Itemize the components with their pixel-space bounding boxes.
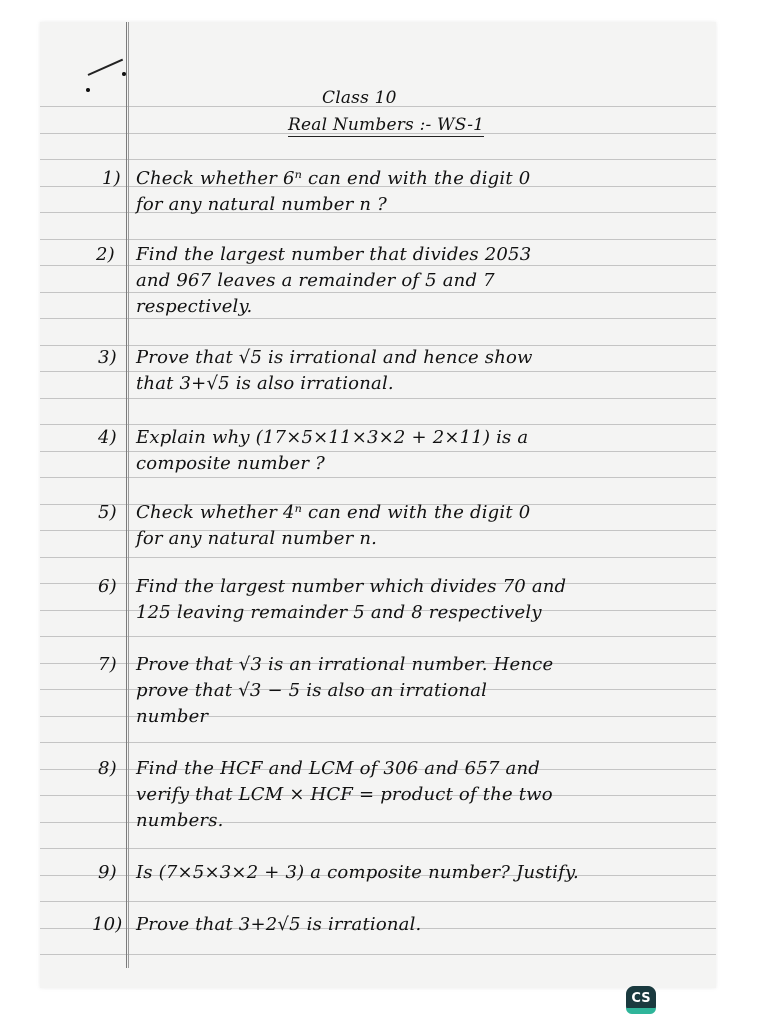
camscanner-logo (626, 986, 656, 1014)
question-line: Prove that 3+2√5 is irrational. (136, 914, 422, 935)
question-line: Prove that √3 is an irrational number. Hence (136, 654, 554, 675)
question-line: number (136, 706, 209, 727)
question-line: Find the largest number which divides 70 and (136, 576, 567, 597)
question-line: Is (7×5×3×2 + 3) a composite number? Justify. (136, 862, 579, 883)
pen-stroke (88, 59, 124, 76)
question-line: composite number ? (136, 453, 325, 474)
question-number: 10) (92, 914, 123, 935)
question-number: 4) (98, 427, 117, 448)
question-line: for any natural number n ? (136, 194, 387, 215)
question-line: Check whether 6ⁿ can end with the digit 0 (136, 168, 531, 189)
question-number: 3) (98, 347, 117, 368)
question-line: respectively. (136, 296, 253, 317)
question-line: that 3+√5 is also irrational. (136, 373, 394, 394)
question-line: verify that LCM × HCF = product of the two (136, 784, 553, 805)
notebook-page (40, 22, 716, 988)
question-line: and 967 leaves a remainder of 5 and 7 (136, 270, 495, 291)
question-line: prove that √3 − 5 is also an irrational (136, 680, 488, 701)
class-label: Class 10 (322, 88, 397, 108)
question-line: for any natural number n. (136, 528, 378, 549)
question-line: Prove that √5 is irrational and hence show (136, 347, 533, 368)
worksheet-title: Real Numbers :- WS-1 (288, 115, 485, 135)
question-line: Explain why (17×5×11×3×2 + 2×11) is a (136, 427, 529, 448)
question-number: 7) (98, 654, 117, 675)
question-number: 1) (102, 168, 121, 189)
question-number: 6) (98, 576, 117, 597)
question-number: 5) (98, 502, 117, 523)
pen-dot (86, 88, 90, 92)
margin-line (126, 22, 127, 968)
logo-text: CS (631, 990, 651, 1006)
question-number: 9) (98, 862, 117, 883)
question-line: Find the largest number that divides 2053 (136, 244, 532, 265)
pen-dot (122, 72, 126, 76)
question-number: 8) (98, 758, 117, 779)
question-number: 2) (96, 244, 115, 265)
margin-line-inner (128, 22, 129, 968)
question-line: Check whether 4ⁿ can end with the digit 0 (136, 502, 531, 523)
question-line: Find the HCF and LCM of 306 and 657 and (136, 758, 541, 779)
question-line: 125 leaving remainder 5 and 8 respectively (136, 602, 542, 623)
question-line: numbers. (136, 810, 224, 831)
